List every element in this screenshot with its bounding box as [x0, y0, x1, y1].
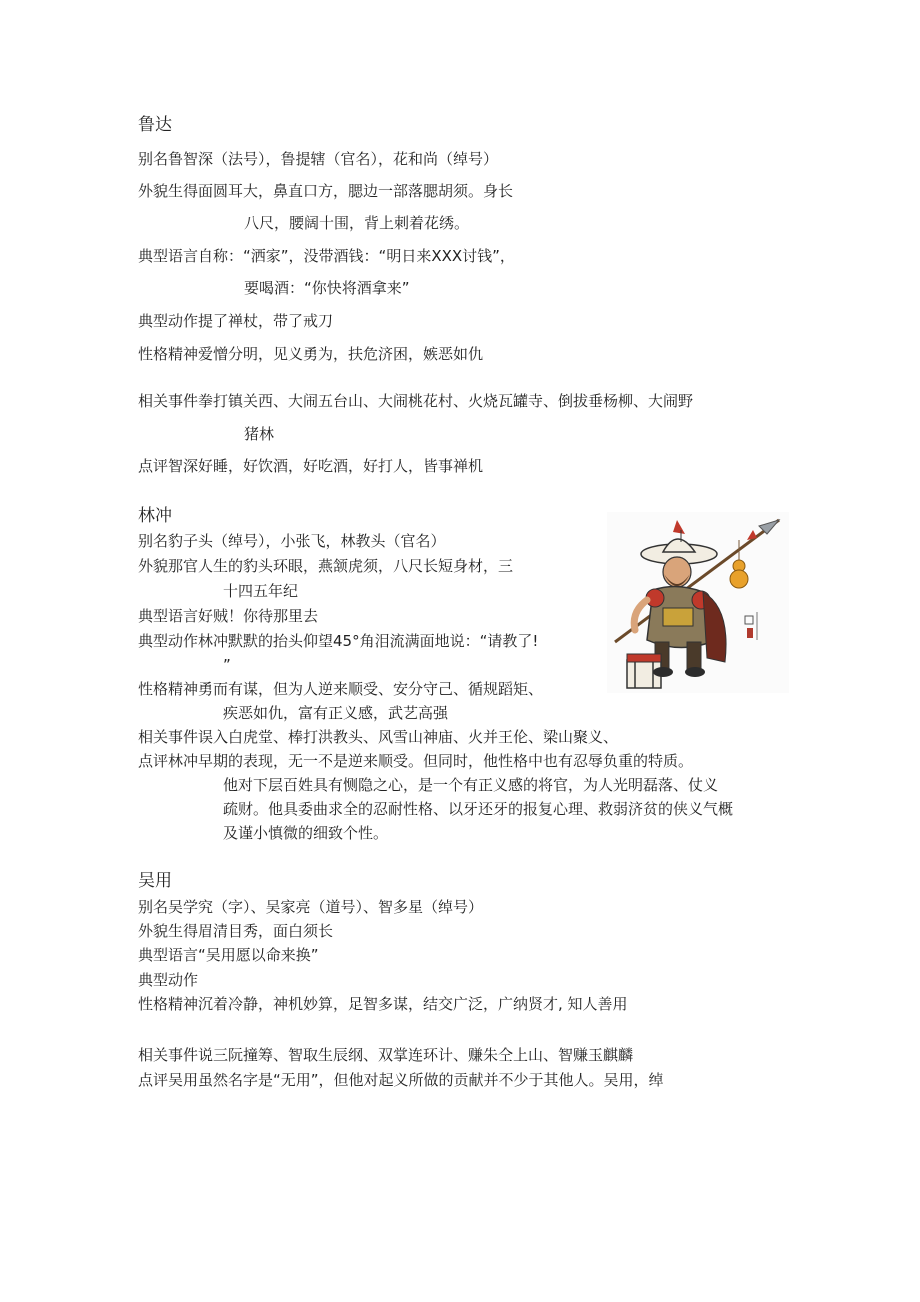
wuyong-action: 典型动作 [138, 971, 199, 989]
linchong-character-line2: 疾恶如仇，富有正义感，武艺高强 [223, 704, 449, 722]
linchong-review-line1: 点评林冲早期的表现，无一不是逆来顺受。但同时，他性格中也有忍辱负重的特质。 [138, 752, 694, 770]
wuyong-review: 点评吴用虽然名字是“无用”，但他对起义所做的贡献并不少于其他人。吴用，绰 [138, 1071, 664, 1089]
wuyong-alias: 别名吴学究（字）、吴家亮（道号）、智多星（绰号） [138, 898, 484, 916]
section-heading-wuyong: 吴用 [138, 871, 172, 891]
linchong-review-line2: 他对下层百姓具有恻隐之心，是一个有正义感的将官，为人光明磊落、仗义 [223, 776, 719, 794]
wuyong-speech: 典型语言“吴用愿以命来换” [138, 946, 319, 964]
linchong-character-line1: 性格精神勇而有谋，但为人逆来顺受、安分守己、循规蹈矩、 [138, 680, 544, 698]
luda-alias: 别名鲁智深（法号），鲁提辖（官名），花和尚（绰号） [138, 150, 499, 168]
warrior-illustration [607, 512, 789, 693]
wuyong-looks: 外貌生得眉清目秀，面白须长 [138, 922, 334, 940]
luda-character: 性格精神爱憎分明，见义勇为，扶危济困，嫉恶如仇 [138, 345, 484, 363]
linchong-action-line2: ” [223, 656, 231, 674]
wuyong-events: 相关事件说三阮撞筹、智取生辰纲、双掌连环计、赚朱仝上山、智赚玉麒麟 [138, 1046, 634, 1064]
luda-events-line1: 相关事件拳打镇关西、大闹五台山、大闹桃花村、火烧瓦罐寺、倒拔垂杨柳、大闹野 [138, 392, 694, 410]
linchong-looks-line1: 外貌那官人生的豹头环眼，燕颔虎须，八尺长短身材，三 [138, 557, 514, 575]
luda-looks-line1: 外貌生得面圆耳大，鼻直口方，腮边一部落腮胡须。身长 [138, 182, 514, 200]
luda-speech-line2: 要喝酒：“你快将酒拿来” [244, 279, 410, 297]
luda-action: 典型动作提了禅杖，带了戒刀 [138, 312, 334, 330]
luda-looks-line2: 八尺，腰阔十围，背上刺着花绣。 [244, 214, 470, 232]
linchong-speech: 典型语言好贼！你待那里去 [138, 607, 319, 625]
luda-events-line2: 猪林 [244, 425, 275, 443]
linchong-looks-line2: 十四五年纪 [223, 582, 299, 600]
linchong-review-line3: 疏财。他具委曲求全的忍耐性格、以牙还牙的报复心理、救弱济贫的侠义气概 [223, 800, 734, 818]
linchong-events: 相关事件误入白虎堂、棒打洪教头、风雪山神庙、火并王伦、梁山聚义、 [138, 728, 619, 746]
linchong-action-line1: 典型动作林冲默默的抬头仰望45°角泪流满面地说：“请教了! [138, 632, 539, 650]
warrior-figure-image [607, 512, 789, 693]
linchong-review-line4: 及谨小慎微的细致个性。 [223, 824, 389, 842]
luda-review: 点评智深好睡，好饮酒，好吃酒，好打人，皆事禅机 [138, 457, 484, 475]
section-heading-linchong: 林冲 [138, 506, 172, 526]
wuyong-character: 性格精神沉着冷静，神机妙算，足智多谋，结交广泛，广纳贤才, 知人善用 [138, 995, 628, 1013]
linchong-alias: 别名豹子头（绰号），小张飞，林教头（官名） [138, 532, 446, 550]
luda-speech-line1: 典型语言自称：“洒家”，没带酒钱：“明日来XXX讨钱”， [138, 247, 515, 265]
section-heading-luda: 鲁达 [138, 115, 172, 135]
